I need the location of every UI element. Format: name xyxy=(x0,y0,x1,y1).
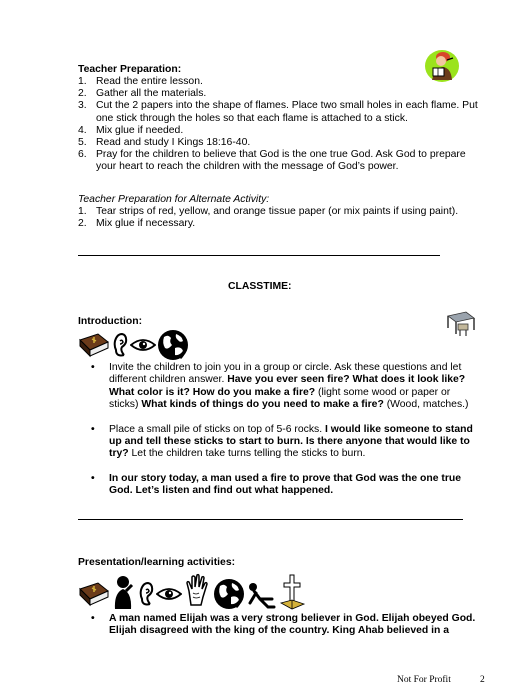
alt-prep-list xyxy=(78,206,458,230)
bullet-line xyxy=(109,387,486,399)
list-item-line: Gather all the materials. xyxy=(96,88,207,100)
list-item-line: your heart to reach the children with the message of God’s power. xyxy=(96,161,399,173)
alt-prep-heading: Teacher Preparation for Alternate Activity: xyxy=(78,194,270,205)
list-item xyxy=(78,88,478,100)
list-number: 1. xyxy=(78,206,87,217)
bullet-item xyxy=(91,362,486,412)
bullet-line xyxy=(109,424,486,436)
list-item-line: Mix glue if needed. xyxy=(96,124,184,136)
text-run: God. Let’s listen and find out what happened. xyxy=(109,485,334,497)
text-run: Elijah disagreed with the king of the country. King Ahab believed in a xyxy=(109,625,450,637)
list-item-line: Read and study I Kings 18:16-40. xyxy=(96,137,251,149)
list-number: 3. xyxy=(78,100,87,112)
text-run: different children answer. xyxy=(109,374,228,386)
divider-2 xyxy=(78,519,463,520)
bullet-line xyxy=(109,485,486,497)
list-item xyxy=(78,149,478,173)
teacher-prep-list xyxy=(78,76,478,174)
text-run: try? xyxy=(109,448,129,460)
list-item xyxy=(78,206,458,218)
ear-icon xyxy=(112,332,128,358)
list-item-line: Read the entire lesson. xyxy=(96,76,203,87)
eye-icon xyxy=(130,338,156,352)
bullet-item xyxy=(91,613,486,638)
bullet-line xyxy=(109,448,486,460)
bullet-line xyxy=(109,473,486,485)
bullet-line xyxy=(109,374,486,386)
bible-icon xyxy=(78,332,110,360)
list-item-line: one stick through the holes so that each flame is attached to a stick. xyxy=(96,112,408,124)
classtime-heading: CLASSTIME: xyxy=(228,281,292,292)
praying-child-icon xyxy=(110,575,136,611)
desk-icon xyxy=(444,310,476,338)
ear-icon xyxy=(138,581,154,607)
teacher-reading-icon xyxy=(423,46,461,84)
list-number: 2. xyxy=(78,88,87,100)
globe-icon xyxy=(212,577,246,611)
text-run: Let the children take turns telling the sticks to burn. xyxy=(128,448,366,460)
text-run: sticks) xyxy=(109,399,142,411)
bullet-marker: • xyxy=(91,423,95,435)
introduction-heading: Introduction: xyxy=(78,316,143,327)
list-item xyxy=(78,100,478,124)
list-item xyxy=(78,76,478,88)
eye-icon xyxy=(156,587,182,601)
bullet-line xyxy=(109,436,486,448)
text-run: Invite the children to join you in a group or circle. Ask these questions and let xyxy=(109,362,462,373)
presentation-icon-row xyxy=(78,573,308,613)
list-item-line: Cut the 2 papers into the shape of flames. Place two small holes in each flame. Put xyxy=(96,100,478,112)
bullet-marker: • xyxy=(91,613,95,624)
list-number: 2. xyxy=(78,218,87,230)
presentation-bullets xyxy=(91,613,486,638)
bullet-line xyxy=(109,625,486,637)
text-run: Have you ever seen fire? What does it look like? xyxy=(227,374,466,386)
stretching-person-icon xyxy=(246,581,276,611)
bullet-line xyxy=(109,362,486,374)
divider-1 xyxy=(78,255,440,256)
cross-bible-icon xyxy=(278,573,306,611)
list-item xyxy=(78,218,458,230)
bullet-item xyxy=(91,424,486,461)
presentation-heading: Presentation/learning activities: xyxy=(78,557,236,568)
list-item-line: Mix glue if necessary. xyxy=(96,218,196,230)
bullet-line xyxy=(109,399,486,411)
text-run: In our story today, a man used a fire to prove that God was the one true xyxy=(109,472,461,484)
footer-label: Not For Profit xyxy=(397,675,451,685)
bullet-item xyxy=(91,473,486,498)
bullet-marker: • xyxy=(91,362,95,373)
text-run: Place a small pile of sticks on top of 5-6 rocks. xyxy=(109,423,325,435)
bible-icon xyxy=(78,581,110,609)
introduction-icon-row xyxy=(78,328,198,362)
text-run: (Wood, matches.) xyxy=(383,399,469,411)
text-run: I would like someone to stand xyxy=(325,423,473,435)
list-item xyxy=(78,137,478,149)
list-number: 1. xyxy=(78,76,87,87)
list-item xyxy=(78,125,478,137)
list-item-line: Pray for the children to believe that God is the one true God. Ask God to prepare xyxy=(96,149,466,161)
list-number: 6. xyxy=(78,149,87,161)
bullet-line xyxy=(109,613,486,625)
teacher-prep-heading: Teacher Preparation: xyxy=(78,64,182,75)
list-number: 4. xyxy=(78,124,87,136)
page-number: 2 xyxy=(480,675,485,685)
list-item-line: Tear strips of red, yellow, and orange tissue paper (or mix paints if using paint). xyxy=(96,206,459,217)
text-run: (light some wood or paper or xyxy=(315,386,451,398)
text-run: What kinds of things do you need to make a fire? xyxy=(141,399,384,411)
text-run: up and tell these sticks to start to burn. Is there anyone that would like to xyxy=(109,436,470,448)
globe-icon xyxy=(156,328,190,362)
list-number: 5. xyxy=(78,137,87,149)
text-run: What color is it? How do you make a fire? xyxy=(109,386,316,398)
text-run: A man named Elijah was a very strong believer in God. Elijah obeyed God. xyxy=(109,613,476,624)
bullet-marker: • xyxy=(91,472,95,484)
introduction-bullets xyxy=(91,362,486,498)
hand-icon xyxy=(184,573,210,607)
